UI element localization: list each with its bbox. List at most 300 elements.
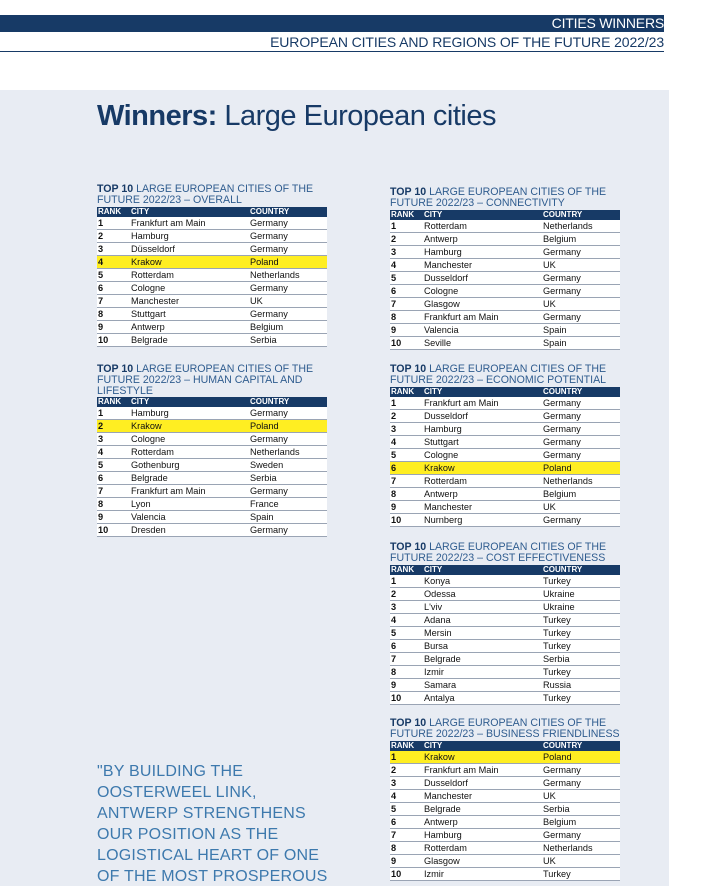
rank-cell: 10 (390, 513, 423, 526)
rank-cell: 6 (97, 472, 130, 485)
page-heading (97, 100, 496, 133)
table-title (97, 364, 327, 396)
ranking-table (97, 397, 327, 537)
rank-cell: 7 (390, 652, 423, 665)
table-title (390, 718, 620, 740)
rank-cell: 1 (390, 575, 423, 588)
table-row (390, 487, 620, 500)
ranking-table (390, 210, 620, 350)
table-header-row (390, 565, 620, 575)
table-row (97, 485, 327, 498)
rank-cell: 2 (97, 420, 130, 433)
city-cell: Krakow (423, 461, 542, 474)
rank-cell: 3 (97, 433, 130, 446)
table-row (390, 867, 620, 880)
country-cell: Germany (542, 776, 620, 789)
table-header-row (390, 210, 620, 220)
rank-cell: 9 (390, 323, 423, 336)
rank-cell: 8 (390, 665, 423, 678)
table-row (390, 815, 620, 828)
country-cell: Belgium (542, 815, 620, 828)
rank-cell: 6 (390, 639, 423, 652)
table-header-row (390, 387, 620, 397)
table-row (390, 513, 620, 526)
table-row (390, 323, 620, 336)
city-cell: Belgrade (130, 472, 249, 485)
city-header: CITY (423, 387, 542, 397)
rank-cell: 10 (97, 524, 130, 537)
city-cell: Izmir (423, 665, 542, 678)
country-cell: Poland (542, 461, 620, 474)
rank-cell: 9 (97, 511, 130, 524)
publication-title: EUROPEAN CITIES AND REGIONS OF THE FUTURE 2022/23 (270, 34, 664, 50)
country-cell: Netherlands (249, 268, 327, 281)
country-cell: Germany (249, 242, 327, 255)
rank-cell: 10 (390, 867, 423, 880)
country-cell: Serbia (249, 472, 327, 485)
pull-quote: "BY BUILDING THE OOSTERWEEL LINK, ANTWERP STRENGTHENS OUR POSITION AS THE LOGISTICAL HEART OF ONE OF THE MOST PROSPEROUS (97, 763, 328, 885)
country-cell: Poland (249, 420, 327, 433)
rank-cell: 4 (390, 613, 423, 626)
table-row (390, 828, 620, 841)
table-title-lead: TOP 10 (97, 363, 134, 375)
city-header: CITY (130, 207, 249, 217)
table-row (390, 336, 620, 349)
rank-cell: 2 (390, 409, 423, 422)
table-row (97, 333, 327, 346)
rank-cell: 5 (390, 626, 423, 639)
table-row (390, 587, 620, 600)
city-cell: Antwerp (423, 232, 542, 245)
country-cell: Turkey (542, 665, 620, 678)
country-cell: Serbia (542, 802, 620, 815)
country-cell: Germany (542, 763, 620, 776)
table-row (97, 433, 327, 446)
table-cost-effectiveness (390, 542, 620, 705)
table-title (390, 542, 620, 564)
rank-cell: 9 (97, 320, 130, 333)
rank-cell: 4 (97, 255, 130, 268)
ranking-table (390, 741, 620, 881)
table-title-text: LARGE EUROPEAN CITIES OF THE FUTURE 2022/23 – ECONOMIC POTENTIAL (390, 363, 607, 386)
ranking-table (390, 387, 620, 527)
country-cell: Germany (249, 307, 327, 320)
city-cell: Rotterdam (130, 446, 249, 459)
country-cell: France (249, 498, 327, 511)
city-cell: Belgrade (423, 652, 542, 665)
country-cell: Turkey (542, 626, 620, 639)
city-cell: Cologne (130, 281, 249, 294)
table-row (390, 776, 620, 789)
city-cell: Izmir (423, 867, 542, 880)
city-cell: Belgrade (423, 802, 542, 815)
country-header: COUNTRY (542, 387, 620, 397)
rank-header: RANK (97, 207, 130, 217)
rank-cell: 8 (390, 841, 423, 854)
rank-cell: 8 (390, 487, 423, 500)
table-title-lead: TOP 10 (390, 717, 427, 729)
city-cell: Hamburg (130, 229, 249, 242)
table-connectivity (390, 187, 620, 350)
table-row (97, 229, 327, 242)
table-row (97, 446, 327, 459)
table-row (390, 474, 620, 487)
rank-cell: 10 (390, 336, 423, 349)
city-cell: Samara (423, 678, 542, 691)
table-row (390, 500, 620, 513)
city-cell: Valencia (423, 323, 542, 336)
country-cell: Germany (249, 485, 327, 498)
city-cell: Krakow (423, 751, 542, 764)
city-cell: Frankfurt am Main (130, 217, 249, 230)
country-header: COUNTRY (249, 207, 327, 217)
country-cell: Poland (249, 255, 327, 268)
rank-cell: 9 (390, 500, 423, 513)
country-cell: Germany (542, 409, 620, 422)
rank-cell: 8 (97, 307, 130, 320)
country-header: COUNTRY (542, 741, 620, 751)
rank-cell: 7 (97, 294, 130, 307)
table-title (390, 187, 620, 209)
table-row (390, 665, 620, 678)
city-cell: Stuttgart (423, 435, 542, 448)
city-cell: Manchester (423, 789, 542, 802)
table-overall (97, 184, 327, 347)
table-row (97, 242, 327, 255)
table-row (390, 802, 620, 815)
rank-cell: 6 (390, 284, 423, 297)
city-cell: Antwerp (423, 487, 542, 500)
rank-cell: 4 (97, 446, 130, 459)
rank-cell: 5 (97, 268, 130, 281)
country-cell: Germany (542, 245, 620, 258)
city-cell: Cologne (423, 448, 542, 461)
rank-cell: 1 (97, 407, 130, 420)
city-cell: Rotterdam (130, 268, 249, 281)
city-cell: Frankfurt am Main (423, 397, 542, 410)
table-row (390, 652, 620, 665)
table-row (390, 639, 620, 652)
country-cell: Germany (542, 828, 620, 841)
country-cell: Spain (249, 511, 327, 524)
rank-cell: 6 (390, 815, 423, 828)
country-cell: Netherlands (542, 220, 620, 233)
country-cell: Turkey (542, 613, 620, 626)
country-cell: Netherlands (542, 474, 620, 487)
country-cell: Turkey (542, 639, 620, 652)
rank-cell: 1 (390, 751, 423, 764)
table-row (390, 763, 620, 776)
city-cell: Mersin (423, 626, 542, 639)
country-cell: Germany (542, 310, 620, 323)
rank-cell: 5 (390, 271, 423, 284)
country-cell: UK (542, 789, 620, 802)
table-row (97, 459, 327, 472)
header-rule (0, 51, 664, 52)
city-cell: Rotterdam (423, 841, 542, 854)
rank-cell: 7 (390, 474, 423, 487)
country-cell: Germany (249, 407, 327, 420)
city-cell: Glasgow (423, 297, 542, 310)
table-title-text: LARGE EUROPEAN CITIES OF THE FUTURE 2022/23 – COST EFFECTIVENESS (390, 541, 607, 564)
rank-cell: 3 (97, 242, 130, 255)
city-cell: Bursa (423, 639, 542, 652)
country-cell: Netherlands (542, 841, 620, 854)
city-cell: Stuttgart (130, 307, 249, 320)
rank-cell: 3 (390, 776, 423, 789)
table-row (390, 448, 620, 461)
rank-header: RANK (390, 565, 423, 575)
city-cell: Rotterdam (423, 220, 542, 233)
city-cell: Cologne (130, 433, 249, 446)
rank-cell: 3 (390, 245, 423, 258)
table-title (97, 184, 327, 206)
table-row (97, 268, 327, 281)
rank-cell: 7 (390, 828, 423, 841)
table-row (390, 751, 620, 764)
table-row (390, 422, 620, 435)
country-cell: Serbia (542, 652, 620, 665)
city-header: CITY (423, 210, 542, 220)
rank-cell: 3 (390, 600, 423, 613)
table-row (390, 691, 620, 704)
table-row (390, 841, 620, 854)
rank-cell: 10 (97, 333, 130, 346)
table-row (390, 613, 620, 626)
city-cell: Adana (423, 613, 542, 626)
table-title-lead: TOP 10 (390, 186, 427, 198)
city-cell: Nurnberg (423, 513, 542, 526)
city-cell: Seville (423, 336, 542, 349)
table-title (390, 364, 620, 386)
table-row (97, 217, 327, 230)
table-title-text: LARGE EUROPEAN CITIES OF THE FUTURE 2022/23 – BUSINESS FRIENDLINESS (390, 717, 620, 740)
city-header: CITY (130, 397, 249, 407)
rank-cell: 7 (390, 297, 423, 310)
table-title-text: LARGE EUROPEAN CITIES OF THE FUTURE 2022/23 – OVERALL (97, 183, 314, 206)
country-header: COUNTRY (249, 397, 327, 407)
table-row (97, 524, 327, 537)
rank-cell: 6 (97, 281, 130, 294)
table-row (390, 232, 620, 245)
rank-cell: 3 (390, 422, 423, 435)
city-cell: Hamburg (423, 422, 542, 435)
rank-cell: 4 (390, 435, 423, 448)
table-row (390, 397, 620, 410)
table-row (97, 420, 327, 433)
table-title-text: LARGE EUROPEAN CITIES OF THE FUTURE 2022/23 – HUMAN CAPITAL AND LIFESTYLE (97, 363, 314, 397)
country-cell: Germany (542, 397, 620, 410)
rank-header: RANK (390, 210, 423, 220)
table-title-lead: TOP 10 (390, 363, 427, 375)
heading-light: Large European cities (216, 100, 496, 132)
table-row (97, 407, 327, 420)
rank-header: RANK (390, 387, 423, 397)
table-row (390, 789, 620, 802)
table-human-capital (97, 364, 327, 537)
city-cell: Dusseldorf (423, 271, 542, 284)
table-row (390, 310, 620, 323)
city-cell: Valencia (130, 511, 249, 524)
country-cell: Turkey (542, 867, 620, 880)
city-cell: Antalya (423, 691, 542, 704)
country-cell: Germany (542, 284, 620, 297)
table-row (390, 626, 620, 639)
country-cell: Spain (542, 336, 620, 349)
city-cell: Antwerp (423, 815, 542, 828)
city-cell: Rotterdam (423, 474, 542, 487)
country-cell: UK (542, 500, 620, 513)
country-cell: UK (249, 294, 327, 307)
rank-cell: 8 (97, 498, 130, 511)
country-cell: Russia (542, 678, 620, 691)
country-cell: Germany (249, 217, 327, 230)
country-header: COUNTRY (542, 565, 620, 575)
table-row (390, 461, 620, 474)
table-row (97, 294, 327, 307)
table-row (390, 245, 620, 258)
table-row (390, 220, 620, 233)
city-cell: Dusseldorf (423, 776, 542, 789)
rank-cell: 5 (97, 459, 130, 472)
country-cell: Germany (249, 433, 327, 446)
city-cell: Lyon (130, 498, 249, 511)
city-header: CITY (423, 565, 542, 575)
city-cell: Manchester (423, 500, 542, 513)
country-cell: Belgium (249, 320, 327, 333)
city-cell: Glasgow (423, 854, 542, 867)
city-cell: Frankfurt am Main (423, 763, 542, 776)
country-cell: Ukraine (542, 587, 620, 600)
table-row (390, 284, 620, 297)
city-cell: Hamburg (130, 407, 249, 420)
city-cell: Krakow (130, 255, 249, 268)
rank-cell: 2 (390, 763, 423, 776)
table-row (390, 575, 620, 588)
city-cell: Gothenburg (130, 459, 249, 472)
country-header: COUNTRY (542, 210, 620, 220)
country-cell: Germany (249, 524, 327, 537)
country-cell: Germany (542, 513, 620, 526)
table-row (97, 255, 327, 268)
city-cell: Antwerp (130, 320, 249, 333)
section-label: CITIES WINNERS (551, 15, 664, 31)
table-row (97, 498, 327, 511)
rank-cell: 1 (390, 397, 423, 410)
rank-header: RANK (390, 741, 423, 751)
country-cell: Serbia (249, 333, 327, 346)
rank-cell: 8 (390, 310, 423, 323)
rank-cell: 4 (390, 258, 423, 271)
table-row (390, 271, 620, 284)
country-cell: Belgium (542, 487, 620, 500)
table-row (390, 409, 620, 422)
city-cell: L'viv (423, 600, 542, 613)
city-cell: Odessa (423, 587, 542, 600)
table-row (390, 600, 620, 613)
rank-cell: 7 (97, 485, 130, 498)
table-header-row (97, 397, 327, 407)
country-cell: UK (542, 297, 620, 310)
table-row (97, 307, 327, 320)
country-cell: Germany (542, 448, 620, 461)
country-cell: Germany (249, 229, 327, 242)
table-row (390, 297, 620, 310)
table-title-lead: TOP 10 (97, 183, 134, 195)
rank-cell: 5 (390, 448, 423, 461)
table-economic-potential (390, 364, 620, 527)
table-row (97, 511, 327, 524)
city-cell: Frankfurt am Main (130, 485, 249, 498)
country-cell: Germany (542, 435, 620, 448)
table-title-lead: TOP 10 (390, 541, 427, 553)
rank-cell: 5 (390, 802, 423, 815)
city-cell: Düsseldorf (130, 242, 249, 255)
country-cell: Spain (542, 323, 620, 336)
rank-cell: 4 (390, 789, 423, 802)
city-header: CITY (423, 741, 542, 751)
country-cell: Netherlands (249, 446, 327, 459)
ranking-table (390, 565, 620, 705)
rank-cell: 2 (390, 232, 423, 245)
rank-cell: 6 (390, 461, 423, 474)
city-cell: Krakow (130, 420, 249, 433)
rank-cell: 9 (390, 678, 423, 691)
country-cell: UK (542, 258, 620, 271)
rank-cell: 9 (390, 854, 423, 867)
city-cell: Hamburg (423, 828, 542, 841)
city-cell: Frankfurt am Main (423, 310, 542, 323)
country-cell: Germany (542, 422, 620, 435)
rank-cell: 1 (97, 217, 130, 230)
rank-cell: 10 (390, 691, 423, 704)
country-cell: UK (542, 854, 620, 867)
ranking-table (97, 207, 327, 347)
city-cell: Belgrade (130, 333, 249, 346)
city-cell: Dresden (130, 524, 249, 537)
table-row (97, 281, 327, 294)
rank-cell: 1 (390, 220, 423, 233)
table-header-row (97, 207, 327, 217)
table-row (390, 258, 620, 271)
rank-header: RANK (97, 397, 130, 407)
table-title-text: LARGE EUROPEAN CITIES OF THE FUTURE 2022/23 – CONNECTIVITY (390, 186, 607, 209)
city-cell: Manchester (130, 294, 249, 307)
city-cell: Cologne (423, 284, 542, 297)
table-row (390, 435, 620, 448)
country-cell: Belgium (542, 232, 620, 245)
rank-cell: 2 (390, 587, 423, 600)
table-row (390, 678, 620, 691)
country-cell: Turkey (542, 691, 620, 704)
table-row (97, 472, 327, 485)
table-row (97, 320, 327, 333)
country-cell: Sweden (249, 459, 327, 472)
country-cell: Germany (542, 271, 620, 284)
country-cell: Turkey (542, 575, 620, 588)
city-cell: Konya (423, 575, 542, 588)
city-cell: Manchester (423, 258, 542, 271)
country-cell: Germany (249, 281, 327, 294)
table-business-friendliness (390, 718, 620, 881)
country-cell: Poland (542, 751, 620, 764)
table-row (390, 854, 620, 867)
city-cell: Hamburg (423, 245, 542, 258)
rank-cell: 2 (97, 229, 130, 242)
heading-bold: Winners: (97, 100, 217, 132)
country-cell: Ukraine (542, 600, 620, 613)
table-header-row (390, 741, 620, 751)
